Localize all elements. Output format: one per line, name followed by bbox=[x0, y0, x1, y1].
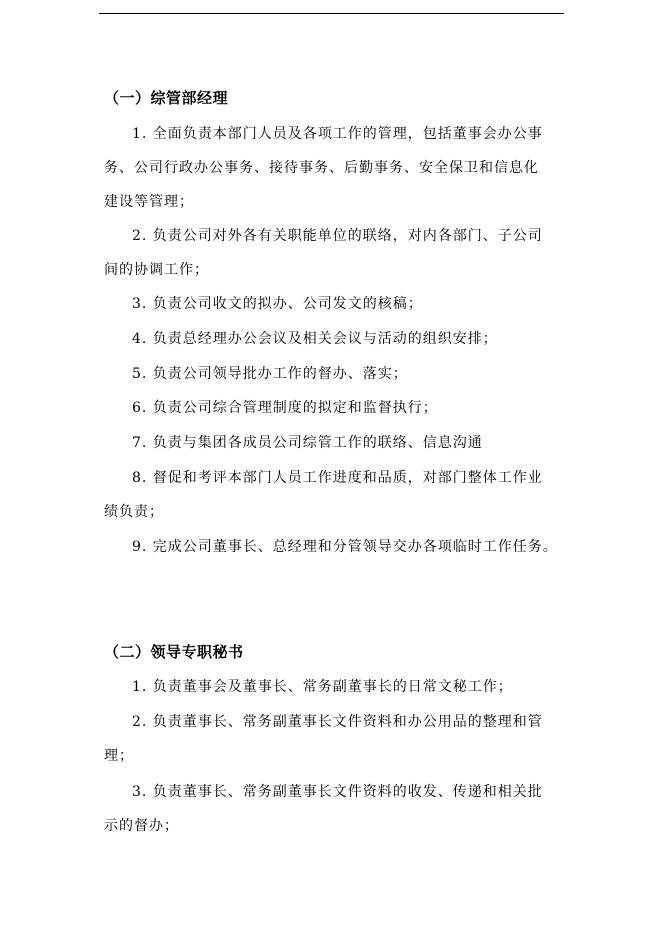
duty-line: 3. 负责董事长、常务副董事长文件资料的收发、传递和相关批 bbox=[132, 784, 543, 800]
duty-item-1 bbox=[104, 117, 574, 219]
duty-line: 绩负责； bbox=[104, 504, 164, 520]
duty-item-4 bbox=[104, 322, 574, 356]
duty-line: 1. 负责董事会及董事长、常务副董事长的日常文秘工作； bbox=[132, 679, 513, 695]
duty-line: 间的协调工作； bbox=[104, 262, 209, 278]
duty-line: 建设等管理； bbox=[104, 194, 194, 210]
duty-line: 3. 负责公司收文的拟办、公司发文的核稿； bbox=[132, 296, 423, 312]
duty-item-3 bbox=[104, 287, 574, 321]
duty-line: 8. 督促和考评本部门人员工作进度和品质，对部门整体工作业 bbox=[132, 470, 543, 486]
duty-item-2 bbox=[104, 705, 574, 773]
header-rule bbox=[99, 13, 564, 14]
duty-item-7 bbox=[104, 426, 574, 460]
duty-item-6 bbox=[104, 391, 574, 425]
section-heading-general-manager: （一）综管部经理 bbox=[104, 89, 229, 107]
duty-item-1 bbox=[104, 670, 574, 704]
duty-line: 2. 负责董事长、常务副董事长文件资料和办公用品的整理和管 bbox=[132, 714, 543, 730]
duty-item-5 bbox=[104, 357, 574, 391]
duty-item-9 bbox=[104, 530, 574, 564]
duty-item-3 bbox=[104, 775, 574, 843]
duty-line: 2. 负责公司对外各有关职能单位的联络，对内各部门、子公司 bbox=[132, 228, 543, 244]
duty-line: 示的督办； bbox=[104, 818, 179, 834]
duty-line: 4. 负责总经理办公会议及相关会议与活动的组织安排； bbox=[132, 331, 498, 347]
duty-line: 务、公司行政办公事务、接待事务、后勤事务、安全保卫和信息化 bbox=[104, 160, 539, 176]
section-heading-executive-secretary: （二）领导专职秘书 bbox=[104, 643, 244, 661]
duty-line: 1. 全面负责本部门人员及各项工作的管理，包括董事会办公事 bbox=[132, 126, 543, 142]
duty-line: 5. 负责公司领导批办工作的督办、落实； bbox=[132, 366, 408, 382]
duty-item-8 bbox=[104, 461, 574, 529]
duty-item-2 bbox=[104, 219, 574, 287]
duty-line: 理； bbox=[104, 748, 134, 764]
duty-line: 6. 负责公司综合管理制度的拟定和监督执行； bbox=[132, 400, 438, 416]
duty-line: 7. 负责与集团各成员公司综管工作的联络、信息沟通 bbox=[132, 435, 483, 451]
duty-line: 9. 完成公司董事长、总经理和分管领导交办各项临时工作任务。 bbox=[132, 539, 558, 555]
